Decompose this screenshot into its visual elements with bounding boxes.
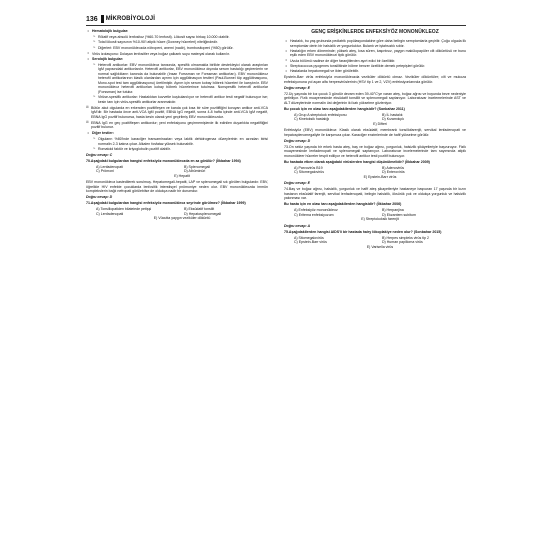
question-70-options xyxy=(96,165,268,179)
sero-heading: • Serolojik bulgular: xyxy=(86,57,268,62)
option: B) Eksüdatif tonsilit xyxy=(184,207,215,212)
option: A) Tonsillopatiden bilateiede petişşi xyxy=(96,207,152,212)
option: B) Herpanjina xyxy=(382,208,404,213)
features-list xyxy=(284,39,466,74)
answer-a: Doğru cevap: A xyxy=(284,223,311,228)
option: E) Vücutta yaygın veziküler döküntü xyxy=(153,216,211,221)
list-item: • Uvula bölümü nadirse de diğer faranjitlerden ayırt edici bir özelliktir. xyxy=(284,59,466,64)
other-tests-heading: • Diğer testler: xyxy=(86,131,268,136)
question-72: 72.Üç yaşında bir kız çocuk 3 gündür devam eden 39-40°C'ye varan ateş, boğaz ağrısı ve boyunda beze nedeniyle getiriliyor. Fizik muayenesinde eksüdatif tonsillit ve splenomegali saptanıyor. Laboratuvar incelemelerinde AST ve ALT düzeylerinde normalin üst değerinin iki katı yükselme gözleniyor. xyxy=(284,91,466,105)
question-71: 71.Aşağıdaki bulgulardan hangisi enfeksiyöz mononükleoz seyrinde görülmez? (İlkbahar 1999) xyxy=(86,201,246,206)
answer-d: Doğru cevap: D xyxy=(86,195,113,200)
option: E) Difteri xyxy=(373,121,387,126)
list-item: • Hastalığın erken döneminde; yüksek ateş, kısa süren, kaşıntısız, yaygın makülopapüler cilt döküntüsü ve bunu eşlik eden EBV mononükleozi tipik görülür. xyxy=(284,49,466,58)
option: C) Kinetoksik hastalığı xyxy=(294,117,330,122)
list-item: ➢ Total lökosit sayısının %10-90'i atipik hücre (Downey hücreleri) niteliğindedir. xyxy=(93,40,268,45)
option: E) Epstein-Barr virüs xyxy=(363,174,397,179)
section-title: GENÇ ERİŞKİNLERDE ENFEKSİYÖZ MONONÜKLEOZ xyxy=(311,29,439,35)
question-75: 75.Aşağıdakilerden hangisi AIDS'li bir hastada hairy lökoplakiye neden olur? (Sonbahar 2015) xyxy=(284,229,442,234)
question-72-ask: Bu çocuk için en olası tanı aşağıdakilerden hangisidir? (Sonbahar 2011) xyxy=(284,106,405,111)
option: A) Parvovirüs B19 xyxy=(294,165,323,170)
option: A) Grup A streptokok enfeksiyonu xyxy=(294,112,347,117)
left-column xyxy=(86,29,268,251)
question-74-options xyxy=(294,208,466,222)
option: D) Enterovirüs xyxy=(382,170,405,175)
question-73-options xyxy=(294,166,466,180)
hema-list xyxy=(93,35,268,50)
option: C) Epstein-Barr virüs xyxy=(294,240,327,245)
option: D) Albüminüri xyxy=(184,169,206,174)
note-anti-vca: ☒ Bütün akut olgularda en erkenden pozitifleşen ve kanda çok kısa bir süre pozitifliğini koruyan antikor anti-VCA IgM'dir. Bir hastada önce anti-VCA IgM pozitif, EBNA IgG negatif, sonra 4-8 hafta içinde anti-VCA IgM negatif, EBNA IgG pozitif bulunursa, hasta kesin olarak yeni geçirilmiş EBV mononükleozdur. xyxy=(86,106,268,120)
heterophil-paragraph: ➢ Heterofil antikorlar: EBV mononükleoz tanısında, spesifik olmamakla birlikte destekleyici olarak araştırılan IgM yapısındaki antikorlardır. Heterofil antikorlar, EBV mononükleoz dışında serum hastalığı geçirenlerin ve normal sağlıklıların kanında da bulunabilir (Insan Forssman ve Forssman antikorları). EBV mononükleoz heterofil antikorlarının klasik olanlardan ayrımı için agglütinasyon testleri (Paul-Bunnel tüp agglütinasyonu, Mono-spot test tam agglütinasyonu) üretilmiştir. Ayrım için serum kobay böbrek hücreleri ile karıştırılır. EBV mononükleoz heterofil antikorları kobay böbrek hücrelerince tutulmaz. Nonspesifik heterofil antikorlar (Forssman) ise tutulur. xyxy=(93,63,268,95)
question-72-options xyxy=(294,113,466,127)
list-item: • Hastalık, bu yaş grubunda pediatrik popülasyondakine göre daha belirgin semptomlarla geçirilir. Çoğu olguda ilk semptomlar derin bir halsizlik ve yorgunluktur. Bulantı ve iştahsızlık sıktır. xyxy=(284,39,466,48)
option: C) Prömoni xyxy=(96,169,114,174)
list-item: ➢ Diğerleri: EBV mononükleozda nötropeni, anemi (nadir), trombositopeni (%50) görülür. xyxy=(93,46,268,51)
list-item: ➢ Rölatif veya absolü lenfositoz (%60-70 lenfosit). Lökosit sayısı birkaç 10.000 olabilir. xyxy=(93,35,268,40)
option: E) Streptokoksik farenjit xyxy=(361,217,399,222)
question-73: 73.On sekiz yaşında bir erkek hasta ateş, baş ve boğaz ağrısı, yorgunluk, halsizlik şikâyetleriyle başvuruyor. Fizik muayenesinde lenfadenopati ve splenomegali saptanıyor. Laboratuvar incelemelerinde tam sayımında atipik mononükleer hücreler tespit ediliyor ve heterofil antikor testi pozitif bulunuyor. xyxy=(284,144,466,158)
option: E) Hepatit xyxy=(174,173,190,178)
header-title: MİKROBİYOLOJİ xyxy=(105,16,155,22)
option: E) Varisella virüs xyxy=(366,244,394,249)
option: B) Adenovirüs xyxy=(382,165,405,170)
option: A) Sitomegalovirüs xyxy=(294,235,324,240)
question-70-explanation: EBV mononükleoz kastedilerek sorulmuş. Hepatomegali-hepatit, LAP ve splenomegali sık görülen bulgulardır. EBV, öğrelikle HIV enfekte çocuklarda lenfositik interstisyel pnömoniye neden olur. EBV mononükleozda immün komplekslerin bağlı nefropati görülebilse de oldukça nadir bir durumdur. xyxy=(86,180,268,194)
answer-c: Doğru cevap: C xyxy=(86,152,113,157)
hema-heading: • Hematolojik bulgular: xyxy=(86,29,268,34)
ebv-paragraph: Epstein-Barr virüs enfeksiyöz mononükleozda veziküler döküntü olmaz. Veziküler döküntüler; cilt ve mukoza enfeksiyonuna yol açan alfa herpesvirüslerinin (HSV tip 1 ve 2, VZV) enfeksiyonlarında görülür. xyxy=(284,75,466,84)
option: B) Splenomegali xyxy=(184,164,211,169)
list-item: • Hastalarda hepatomegali ve ikter görülebilir. xyxy=(284,69,466,74)
right-column xyxy=(284,29,466,251)
list-item: ➢ Olguların %80'inde karaciğer transaminazları veya laktik dehidrogenaz düzeylerinin en azından birisi normalin 2-3 katına çıkar. Alkalen fosfataz yüksek bulunabilir. xyxy=(93,137,268,146)
list-item: • Streptococcus pyogenes tonsillitinde bölme benzer özellikte demek petepişleri görülür. xyxy=(284,64,466,69)
page-header xyxy=(86,13,466,26)
option: D) Ekzantem subitum xyxy=(382,212,416,217)
answer-e: Doğru cevap: E xyxy=(284,85,311,90)
question-74: 74.Baş ve boğaz ağrısı, halsizlik, yorgunluk ve hafif ateş şikayetleriyle hastaneye başvuran 17 yaşında bir kızın hastanın eksüdatif farenjit, servikal lenfadenopati, belirgin halsizlik, öksürük yok ve oldukça yorgunluk ve halsizlik yakınması var. xyxy=(284,187,466,201)
option: D) Hepatosplenomegali xyxy=(184,211,222,216)
ebv-mono-paragraph: Enfeksiyöz (EBV) mononükleoz: Klasik olarak eksüdatif, membranlı tonsillofarenjit, servikal lenfadenopati ve hepatosplenomegaliyle ile karşımıza çıkar. Karaciğer enzimlerinde de hafif yükselme görülür. xyxy=(284,128,466,137)
list-item: ➢ Romatoid faktör ve kriyoglobulin pozitif olabilir. xyxy=(93,147,268,152)
option: A) Enfeksiyöz mononükleoz xyxy=(294,208,338,213)
option: C) Lenfadenopati xyxy=(96,211,124,216)
option: C) Sitomegalovirüs xyxy=(294,170,324,175)
header-bar-icon xyxy=(101,15,104,23)
virus-isolation: • Virüs izolasyonu: Dolaşan lenfositler veya boğaz çalkantı suyu materyal olarak kullanılır. xyxy=(86,52,268,57)
option: A) Lenfadenopati xyxy=(96,164,124,169)
answer-e-right: Doğru cevap: E xyxy=(284,181,311,186)
option: B) İL hastalık xyxy=(382,112,403,117)
note-ebna: ☒ EBNA IgG en geç pozitifleşen antikordur; yeni enfeksiyonu geçirmemişlerde ilk edinilen duyarlıkta negatifliğini pozitif bulunur. xyxy=(86,121,268,130)
question-73-ask: Bu hastada etken olarak aşağıdaki virüslerden hangisi düşünülmelidir? (İlkbahar 2009) xyxy=(284,159,430,164)
question-75-options xyxy=(294,236,466,250)
option: D) Kızamıkçık xyxy=(382,117,405,122)
question-74-ask: Bu hasta için en olası tanı aşağıdakilerden hangisidir? (İlkbahar 2006) xyxy=(284,202,402,207)
virus-specific-paragraph: ➢ Virüse-spesifik antikorlar: Hastalıktan kuvvetle kuşkulanılıyor ve heterofil antikor testi negatif bulunuyor ise; kesin tanı için virüs-spesifik antikorlar aranmalıdır. xyxy=(93,95,268,104)
question-71-options xyxy=(96,207,268,221)
other-tests-list xyxy=(93,137,268,151)
question-70: 70.Aşağıdaki bulgulardan hangisi enfeksiyöz mononükleozda en az görülür? (İlkbahar 1994) xyxy=(86,158,241,163)
page-number: 136 xyxy=(86,15,98,23)
document-page xyxy=(86,13,466,538)
answer-d-right: Doğru cevap: D xyxy=(284,138,311,143)
option: D) Human papilloma virüs xyxy=(382,240,423,245)
option: B) Herpes simpleks virüs tip 2 xyxy=(382,235,429,240)
option: C) Eritema enfeksiyozum xyxy=(294,212,334,217)
